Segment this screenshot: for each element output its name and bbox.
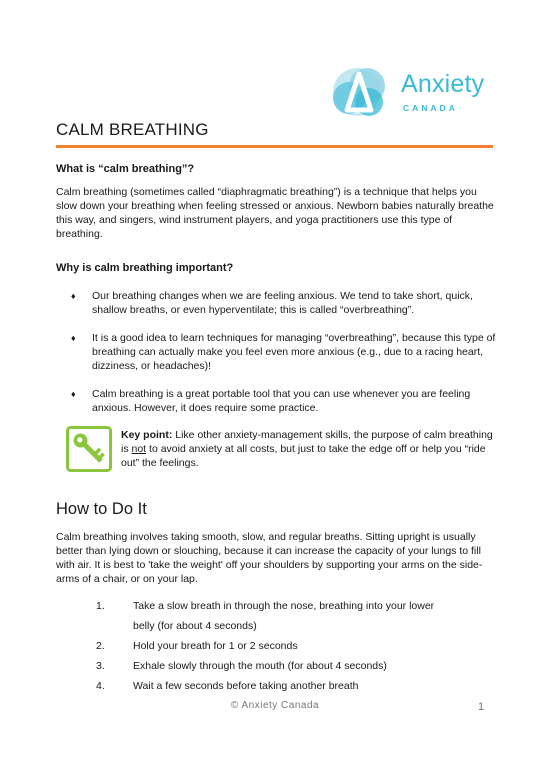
diamond-bullet-icon: ♦ — [71, 389, 76, 399]
section-heading-what: What is “calm breathing”? — [56, 163, 195, 175]
steps-list — [56, 596, 496, 696]
step-text: Take a slow breath in through the nose, breathing into your lower — [133, 600, 435, 612]
list-item — [56, 331, 496, 373]
key-point-callout — [121, 428, 496, 470]
key-point-text-b: to avoid anxiety at all costs, but just to take the edge off or help you “ride out” the feelings. — [121, 443, 486, 469]
diamond-bullet-icon: ♦ — [71, 333, 76, 343]
step-item — [56, 656, 496, 676]
list-item — [56, 387, 496, 415]
step-text: belly (for about 4 seconds) — [133, 620, 257, 632]
key-point-text-a: Like other anxiety-management skills, the purpose of calm breathing is — [121, 429, 493, 455]
step-text: Exhale slowly through the mouth (for about 4 seconds) — [133, 660, 387, 672]
section-body-what: Calm breathing (sometimes called “diaphragmatic breathing”) is a technique that helps you slow down your breathing when feeling stressed or anxious. Newborn babies naturally breathe this way, and singers, wind instrument players, and yoga practitioners use this type of breathing. — [56, 186, 494, 240]
page-title: CALM BREATHING — [56, 120, 209, 139]
key-point-underlined: not — [131, 443, 147, 455]
step-text: Hold your breath for 1 or 2 seconds — [133, 640, 298, 652]
logo-wordmark: Anxiety — [401, 70, 485, 98]
bullet-text: Our breathing changes when we are feeling anxious. We tend to take short, quick, shallow breaths, or even hyperventilate; this is called “overbreathing”. — [92, 290, 473, 316]
anxiety-canada-logo — [327, 62, 497, 122]
bullet-list — [56, 289, 496, 429]
key-icon — [66, 426, 112, 472]
logo-mark-icon — [327, 62, 397, 122]
title-divider — [56, 145, 493, 148]
step-item — [56, 636, 496, 656]
step-item — [56, 596, 496, 616]
step-number: 4. — [96, 680, 105, 692]
step-item — [56, 676, 496, 696]
step-number: 3. — [96, 660, 105, 672]
footer-copyright: © Anxiety Canada — [230, 700, 320, 711]
key-point-label: Key point: — [121, 429, 173, 441]
bullet-text: It is a good idea to learn techniques for managing “overbreathing”, because this type of breathing can actually make you feel even more anxious (e.g., due to a racing heart, dizziness, or headaches)! — [92, 332, 496, 372]
step-item — [56, 616, 496, 636]
logo-subtitle: CANADA — [403, 103, 458, 113]
step-number: 2. — [96, 640, 105, 652]
step-text: Wait a few seconds before taking another breath — [133, 680, 359, 692]
section-heading-how: How to Do It — [56, 500, 147, 518]
section-heading-why: Why is calm breathing important? — [56, 262, 234, 274]
list-item — [56, 289, 496, 317]
diamond-bullet-icon: ♦ — [71, 291, 76, 301]
bullet-text: Calm breathing is a great portable tool that you can use whenever you are feeling anxious. However, it does require some practice. — [92, 388, 471, 414]
page-number: 1 — [478, 701, 485, 713]
step-number: 1. — [96, 600, 105, 612]
section-body-how: Calm breathing involves taking smooth, slow, and regular breaths. Sitting upright is usually better than lying down or slouching, because it can increase the capacity of your lungs to fill with air. It is best to 'take the weight' off your shoulders by supporting your arms on the side-arms of a chair, or on your lap. — [56, 531, 483, 585]
